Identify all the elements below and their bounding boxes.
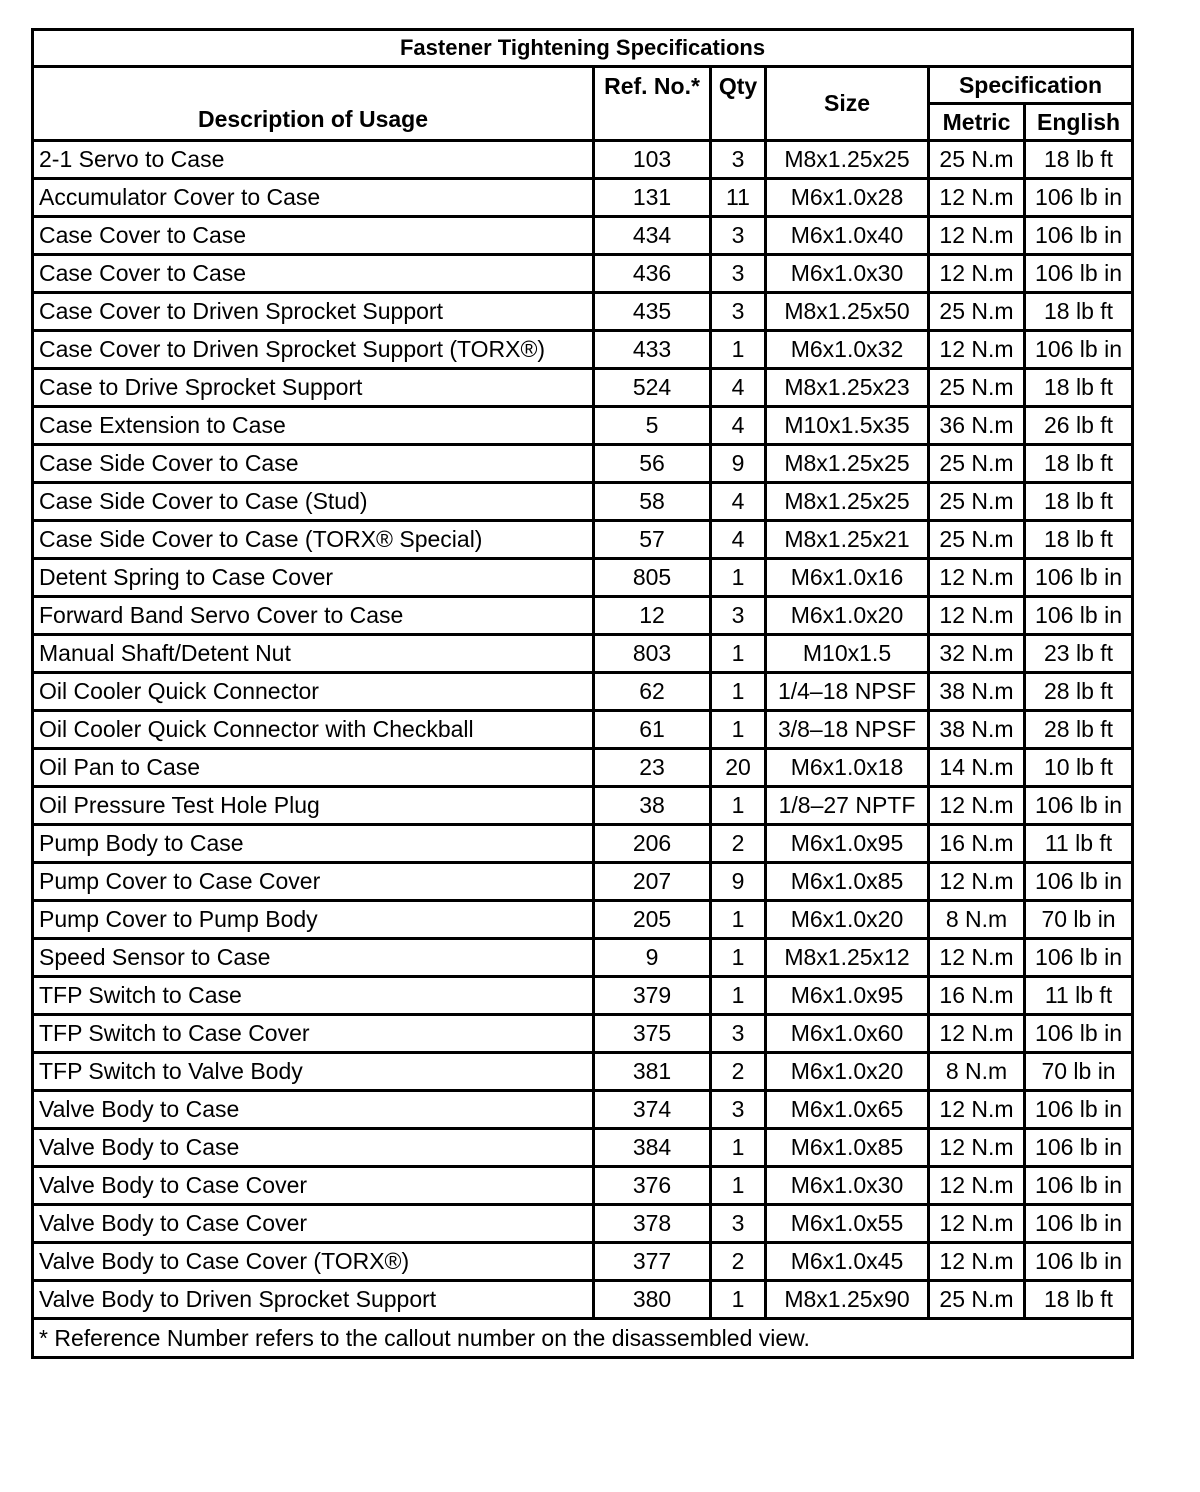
cell-ref-no: 207	[594, 863, 711, 901]
cell-english: 106 lb in	[1025, 787, 1133, 825]
cell-ref-no: 434	[594, 217, 711, 255]
cell-description: Valve Body to Case Cover	[33, 1205, 594, 1243]
cell-qty: 1	[711, 635, 766, 673]
cell-metric: 38 N.m	[929, 673, 1025, 711]
cell-english: 18 lb ft	[1025, 445, 1133, 483]
cell-metric: 12 N.m	[929, 217, 1025, 255]
cell-english: 18 lb ft	[1025, 369, 1133, 407]
header-description: Description of Usage	[33, 67, 594, 141]
table-row	[33, 1015, 1133, 1053]
cell-description: Case Cover to Case	[33, 255, 594, 293]
cell-metric: 32 N.m	[929, 635, 1025, 673]
cell-ref-no: 524	[594, 369, 711, 407]
table-row	[33, 521, 1133, 559]
cell-ref-no: 433	[594, 331, 711, 369]
table-row	[33, 559, 1133, 597]
cell-size: M8x1.25x50	[766, 293, 929, 331]
cell-description: Case Side Cover to Case (Stud)	[33, 483, 594, 521]
cell-qty: 2	[711, 825, 766, 863]
cell-size: M8x1.25x90	[766, 1281, 929, 1319]
header-qty: Qty	[711, 67, 766, 141]
table-row	[33, 863, 1133, 901]
cell-size: 1/8–27 NPTF	[766, 787, 929, 825]
cell-qty: 3	[711, 141, 766, 179]
cell-qty: 3	[711, 1091, 766, 1129]
table-row	[33, 749, 1133, 787]
cell-size: M8x1.25x21	[766, 521, 929, 559]
cell-english: 106 lb in	[1025, 1091, 1133, 1129]
cell-description: Case Extension to Case	[33, 407, 594, 445]
cell-size: M6x1.0x20	[766, 597, 929, 635]
cell-description: Pump Body to Case	[33, 825, 594, 863]
cell-size: M6x1.0x18	[766, 749, 929, 787]
cell-size: M6x1.0x95	[766, 977, 929, 1015]
table-row	[33, 1053, 1133, 1091]
cell-english: 106 lb in	[1025, 217, 1133, 255]
table-body	[33, 141, 1133, 1319]
cell-ref-no: 376	[594, 1167, 711, 1205]
cell-metric: 12 N.m	[929, 787, 1025, 825]
cell-size: M6x1.0x32	[766, 331, 929, 369]
cell-english: 18 lb ft	[1025, 293, 1133, 331]
cell-metric: 25 N.m	[929, 445, 1025, 483]
cell-qty: 11	[711, 179, 766, 217]
cell-english: 23 lb ft	[1025, 635, 1133, 673]
cell-metric: 36 N.m	[929, 407, 1025, 445]
cell-english: 18 lb ft	[1025, 141, 1133, 179]
header-metric: Metric	[929, 104, 1025, 141]
cell-size: M8x1.25x12	[766, 939, 929, 977]
cell-english: 10 lb ft	[1025, 749, 1133, 787]
table-row	[33, 1091, 1133, 1129]
cell-ref-no: 62	[594, 673, 711, 711]
cell-ref-no: 374	[594, 1091, 711, 1129]
table-row	[33, 825, 1133, 863]
cell-size: M6x1.0x28	[766, 179, 929, 217]
cell-description: Case Cover to Driven Sprocket Support	[33, 293, 594, 331]
cell-metric: 12 N.m	[929, 1205, 1025, 1243]
table-row	[33, 1205, 1133, 1243]
cell-ref-no: 57	[594, 521, 711, 559]
cell-qty: 4	[711, 407, 766, 445]
cell-ref-no: 381	[594, 1053, 711, 1091]
table-row	[33, 293, 1133, 331]
header-specification: Specification	[929, 67, 1133, 104]
cell-english: 106 lb in	[1025, 1205, 1133, 1243]
cell-size: M6x1.0x95	[766, 825, 929, 863]
cell-english: 106 lb in	[1025, 559, 1133, 597]
cell-description: Valve Body to Case	[33, 1091, 594, 1129]
cell-qty: 3	[711, 1015, 766, 1053]
cell-ref-no: 805	[594, 559, 711, 597]
cell-qty: 4	[711, 521, 766, 559]
cell-ref-no: 379	[594, 977, 711, 1015]
cell-size: 3/8–18 NPSF	[766, 711, 929, 749]
table-row	[33, 673, 1133, 711]
cell-english: 106 lb in	[1025, 597, 1133, 635]
cell-metric: 8 N.m	[929, 1053, 1025, 1091]
cell-description: Pump Cover to Pump Body	[33, 901, 594, 939]
cell-metric: 12 N.m	[929, 255, 1025, 293]
cell-size: M6x1.0x85	[766, 863, 929, 901]
cell-size: M6x1.0x85	[766, 1129, 929, 1167]
cell-metric: 12 N.m	[929, 559, 1025, 597]
cell-qty: 4	[711, 483, 766, 521]
cell-metric: 16 N.m	[929, 825, 1025, 863]
cell-qty: 2	[711, 1053, 766, 1091]
cell-ref-no: 435	[594, 293, 711, 331]
table-row	[33, 597, 1133, 635]
cell-metric: 8 N.m	[929, 901, 1025, 939]
table-row	[33, 445, 1133, 483]
cell-description: Speed Sensor to Case	[33, 939, 594, 977]
cell-size: M6x1.0x16	[766, 559, 929, 597]
cell-description: Valve Body to Case Cover (TORX®)	[33, 1243, 594, 1281]
cell-ref-no: 23	[594, 749, 711, 787]
cell-qty: 4	[711, 369, 766, 407]
cell-metric: 16 N.m	[929, 977, 1025, 1015]
table-row	[33, 141, 1133, 179]
cell-ref-no: 205	[594, 901, 711, 939]
cell-qty: 3	[711, 217, 766, 255]
table-row	[33, 255, 1133, 293]
header-size: Size	[766, 67, 929, 141]
cell-english: 11 lb ft	[1025, 977, 1133, 1015]
footnote: * Reference Number refers to the callout number on the disassembled view.	[33, 1319, 1133, 1358]
table-title: Fastener Tightening Specifications	[33, 30, 1133, 67]
cell-size: M10x1.5	[766, 635, 929, 673]
table-row	[33, 483, 1133, 521]
cell-metric: 25 N.m	[929, 141, 1025, 179]
cell-size: M6x1.0x55	[766, 1205, 929, 1243]
cell-description: Oil Cooler Quick Connector with Checkball	[33, 711, 594, 749]
cell-qty: 2	[711, 1243, 766, 1281]
cell-qty: 9	[711, 445, 766, 483]
cell-metric: 12 N.m	[929, 939, 1025, 977]
cell-description: Case Cover to Driven Sprocket Support (TORX®)	[33, 331, 594, 369]
cell-qty: 1	[711, 787, 766, 825]
cell-description: Accumulator Cover to Case	[33, 179, 594, 217]
cell-description: TFP Switch to Case Cover	[33, 1015, 594, 1053]
cell-description: Valve Body to Driven Sprocket Support	[33, 1281, 594, 1319]
table-row	[33, 711, 1133, 749]
cell-qty: 1	[711, 673, 766, 711]
cell-english: 106 lb in	[1025, 1129, 1133, 1167]
cell-description: Manual Shaft/Detent Nut	[33, 635, 594, 673]
cell-metric: 12 N.m	[929, 331, 1025, 369]
table-row	[33, 1281, 1133, 1319]
cell-english: 18 lb ft	[1025, 521, 1133, 559]
cell-metric: 12 N.m	[929, 1015, 1025, 1053]
cell-size: M6x1.0x45	[766, 1243, 929, 1281]
cell-english: 28 lb ft	[1025, 711, 1133, 749]
cell-size: M6x1.0x20	[766, 1053, 929, 1091]
table-row	[33, 977, 1133, 1015]
cell-english: 106 lb in	[1025, 255, 1133, 293]
cell-description: Valve Body to Case	[33, 1129, 594, 1167]
cell-qty: 3	[711, 1205, 766, 1243]
cell-metric: 25 N.m	[929, 293, 1025, 331]
cell-ref-no: 206	[594, 825, 711, 863]
cell-english: 106 lb in	[1025, 863, 1133, 901]
cell-qty: 1	[711, 711, 766, 749]
cell-description: Forward Band Servo Cover to Case	[33, 597, 594, 635]
cell-english: 28 lb ft	[1025, 673, 1133, 711]
table-row	[33, 369, 1133, 407]
table-row	[33, 635, 1133, 673]
table-row	[33, 787, 1133, 825]
cell-english: 18 lb ft	[1025, 483, 1133, 521]
cell-english: 106 lb in	[1025, 179, 1133, 217]
table-row	[33, 939, 1133, 977]
cell-metric: 12 N.m	[929, 1129, 1025, 1167]
cell-metric: 12 N.m	[929, 863, 1025, 901]
cell-english: 106 lb in	[1025, 331, 1133, 369]
cell-metric: 38 N.m	[929, 711, 1025, 749]
cell-metric: 12 N.m	[929, 1167, 1025, 1205]
cell-english: 106 lb in	[1025, 939, 1133, 977]
cell-ref-no: 380	[594, 1281, 711, 1319]
cell-english: 70 lb in	[1025, 1053, 1133, 1091]
cell-metric: 12 N.m	[929, 597, 1025, 635]
cell-english: 11 lb ft	[1025, 825, 1133, 863]
cell-metric: 25 N.m	[929, 483, 1025, 521]
cell-qty: 1	[711, 977, 766, 1015]
cell-english: 106 lb in	[1025, 1015, 1133, 1053]
cell-ref-no: 58	[594, 483, 711, 521]
cell-description: Oil Pressure Test Hole Plug	[33, 787, 594, 825]
cell-ref-no: 5	[594, 407, 711, 445]
cell-description: TFP Switch to Valve Body	[33, 1053, 594, 1091]
cell-description: Oil Cooler Quick Connector	[33, 673, 594, 711]
cell-size: M6x1.0x65	[766, 1091, 929, 1129]
cell-ref-no: 9	[594, 939, 711, 977]
cell-description: Case Side Cover to Case	[33, 445, 594, 483]
cell-ref-no: 375	[594, 1015, 711, 1053]
cell-metric: 12 N.m	[929, 179, 1025, 217]
header-ref-no: Ref. No.*	[594, 67, 711, 141]
cell-qty: 9	[711, 863, 766, 901]
cell-metric: 25 N.m	[929, 1281, 1025, 1319]
header-english: English	[1025, 104, 1133, 141]
cell-ref-no: 377	[594, 1243, 711, 1281]
cell-metric: 14 N.m	[929, 749, 1025, 787]
cell-ref-no: 103	[594, 141, 711, 179]
cell-size: M8x1.25x25	[766, 445, 929, 483]
cell-description: TFP Switch to Case	[33, 977, 594, 1015]
cell-metric: 12 N.m	[929, 1243, 1025, 1281]
cell-qty: 1	[711, 1281, 766, 1319]
cell-qty: 1	[711, 1129, 766, 1167]
cell-metric: 12 N.m	[929, 1091, 1025, 1129]
cell-qty: 1	[711, 331, 766, 369]
cell-description: Pump Cover to Case Cover	[33, 863, 594, 901]
cell-english: 70 lb in	[1025, 901, 1133, 939]
cell-description: Case Side Cover to Case (TORX® Special)	[33, 521, 594, 559]
cell-qty: 3	[711, 255, 766, 293]
cell-metric: 25 N.m	[929, 369, 1025, 407]
cell-size: M8x1.25x25	[766, 141, 929, 179]
cell-qty: 3	[711, 597, 766, 635]
cell-size: M6x1.0x60	[766, 1015, 929, 1053]
cell-ref-no: 38	[594, 787, 711, 825]
cell-english: 18 lb ft	[1025, 1281, 1133, 1319]
cell-ref-no: 803	[594, 635, 711, 673]
cell-qty: 3	[711, 293, 766, 331]
cell-description: Valve Body to Case Cover	[33, 1167, 594, 1205]
cell-ref-no: 384	[594, 1129, 711, 1167]
cell-description: Oil Pan to Case	[33, 749, 594, 787]
table-row	[33, 407, 1133, 445]
cell-qty: 1	[711, 901, 766, 939]
cell-ref-no: 12	[594, 597, 711, 635]
cell-qty: 1	[711, 939, 766, 977]
cell-size: 1/4–18 NPSF	[766, 673, 929, 711]
cell-description: Case to Drive Sprocket Support	[33, 369, 594, 407]
fastener-spec-table	[31, 28, 1134, 1359]
cell-ref-no: 61	[594, 711, 711, 749]
cell-ref-no: 131	[594, 179, 711, 217]
cell-ref-no: 378	[594, 1205, 711, 1243]
table-row	[33, 217, 1133, 255]
cell-english: 106 lb in	[1025, 1243, 1133, 1281]
cell-size: M6x1.0x30	[766, 255, 929, 293]
table-row	[33, 1129, 1133, 1167]
table-row	[33, 901, 1133, 939]
cell-size: M8x1.25x25	[766, 483, 929, 521]
cell-qty: 20	[711, 749, 766, 787]
cell-size: M6x1.0x40	[766, 217, 929, 255]
cell-qty: 1	[711, 1167, 766, 1205]
cell-english: 106 lb in	[1025, 1167, 1133, 1205]
cell-size: M6x1.0x30	[766, 1167, 929, 1205]
cell-size: M8x1.25x23	[766, 369, 929, 407]
table-row	[33, 1167, 1133, 1205]
cell-description: Detent Spring to Case Cover	[33, 559, 594, 597]
cell-size: M10x1.5x35	[766, 407, 929, 445]
cell-metric: 25 N.m	[929, 521, 1025, 559]
table-row	[33, 331, 1133, 369]
cell-description: 2-1 Servo to Case	[33, 141, 594, 179]
cell-ref-no: 436	[594, 255, 711, 293]
cell-english: 26 lb ft	[1025, 407, 1133, 445]
cell-ref-no: 56	[594, 445, 711, 483]
cell-size: M6x1.0x20	[766, 901, 929, 939]
cell-qty: 1	[711, 559, 766, 597]
table-row	[33, 179, 1133, 217]
cell-description: Case Cover to Case	[33, 217, 594, 255]
table-row	[33, 1243, 1133, 1281]
